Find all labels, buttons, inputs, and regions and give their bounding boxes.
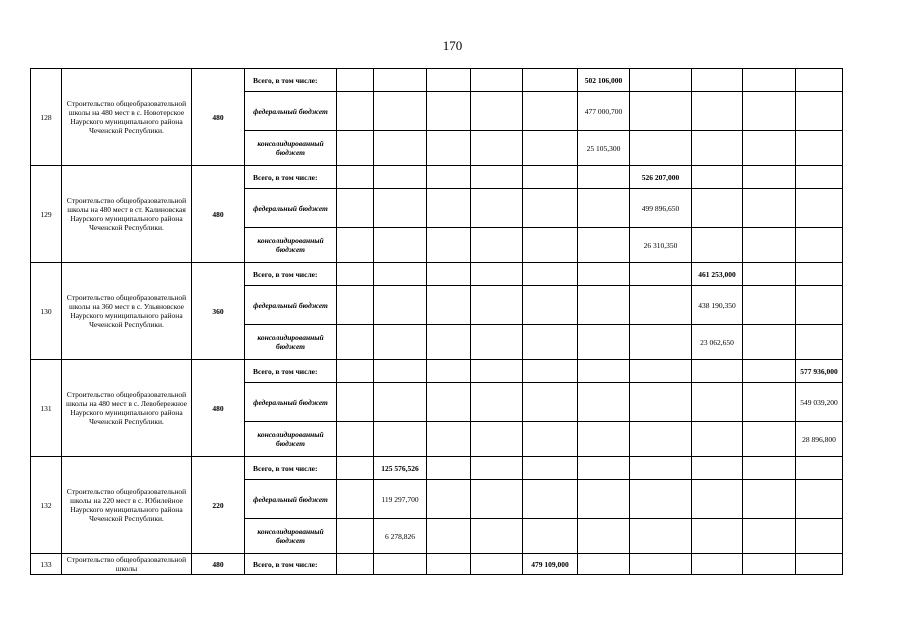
row-type-consolidated: консолидированный бюджет	[245, 325, 337, 360]
row-type-total: Всего, в том числе:	[245, 166, 337, 189]
table-row	[31, 166, 843, 189]
row-type-federal: федеральный бюджет	[245, 286, 337, 325]
capacity: 480	[192, 554, 245, 575]
value-consolidated: 28 896,800	[796, 422, 843, 457]
project-name: Строительство общеобразовательной школы на 360 мест в с. Ульяновское Наурского муниципального района Чеченской Республики.	[62, 263, 192, 360]
capacity: 480	[192, 69, 245, 166]
row-type-consolidated: консолидированный бюджет	[245, 422, 337, 457]
page-number: 170	[442, 38, 463, 53]
value-total: 502 106,000	[578, 69, 630, 92]
table-row	[31, 457, 843, 480]
row-number: 130	[31, 263, 62, 360]
row-number: 128	[31, 69, 62, 166]
table-row	[31, 263, 843, 286]
value-consolidated: 23 062,650	[692, 325, 743, 360]
row-type-total: Всего, в том числе:	[245, 554, 337, 575]
capacity: 480	[192, 360, 245, 457]
row-type-consolidated: консолидированный бюджет	[245, 519, 337, 554]
value-federal: 119 297,700	[374, 480, 427, 519]
capacity: 360	[192, 263, 245, 360]
row-number: 132	[31, 457, 62, 554]
row-type-federal: федеральный бюджет	[245, 92, 337, 131]
value-consolidated: 26 310,350	[630, 228, 692, 263]
capacity: 480	[192, 166, 245, 263]
value-total: 125 576,526	[374, 457, 427, 480]
project-name: Строительство общеобразовательной школы	[62, 554, 192, 575]
value-federal: 438 190,350	[692, 286, 743, 325]
value-federal: 549 039,200	[796, 383, 843, 422]
budget-table	[30, 68, 843, 575]
row-number: 131	[31, 360, 62, 457]
project-name: Строительство общеобразовательной школы на 480 мест в с. Левобережное Наурского муниципального района Чеченской Республики.	[62, 360, 192, 457]
row-type-consolidated: консолидированный бюджет	[245, 131, 337, 166]
capacity: 220	[192, 457, 245, 554]
table-row	[31, 360, 843, 383]
row-number: 129	[31, 166, 62, 263]
project-name: Строительство общеобразовательной школы на 220 мест в с. Юбилейное Наурского муниципального района Чеченской Республики.	[62, 457, 192, 554]
row-type-total: Всего, в том числе:	[245, 457, 337, 480]
value-total: 479 109,000	[523, 554, 578, 575]
value-consolidated: 6 278,826	[374, 519, 427, 554]
row-type-consolidated: консолидированный бюджет	[245, 228, 337, 263]
row-type-total: Всего, в том числе:	[245, 360, 337, 383]
row-type-total: Всего, в том числе:	[245, 69, 337, 92]
project-name: Строительство общеобразовательной школы на 480 мест в с. Новотерское Наурского муниципального района Чеченской Республики.	[62, 69, 192, 166]
row-type-total: Всего, в том числе:	[245, 263, 337, 286]
row-type-federal: федеральный бюджет	[245, 480, 337, 519]
value-total: 577 936,000	[796, 360, 843, 383]
value-consolidated: 25 105,300	[578, 131, 630, 166]
row-type-federal: федеральный бюджет	[245, 189, 337, 228]
table-row	[31, 69, 843, 92]
value-total: 526 207,000	[630, 166, 692, 189]
table-row	[31, 554, 843, 575]
row-type-federal: федеральный бюджет	[245, 383, 337, 422]
project-name: Строительство общеобразовательной школы на 480 мест в ст. Калиновская Наурского муниципального района Чеченской Республики.	[62, 166, 192, 263]
value-federal: 477 000,700	[578, 92, 630, 131]
value-total: 461 253,000	[692, 263, 743, 286]
value-federal: 499 896,650	[630, 189, 692, 228]
row-number: 133	[31, 554, 62, 575]
